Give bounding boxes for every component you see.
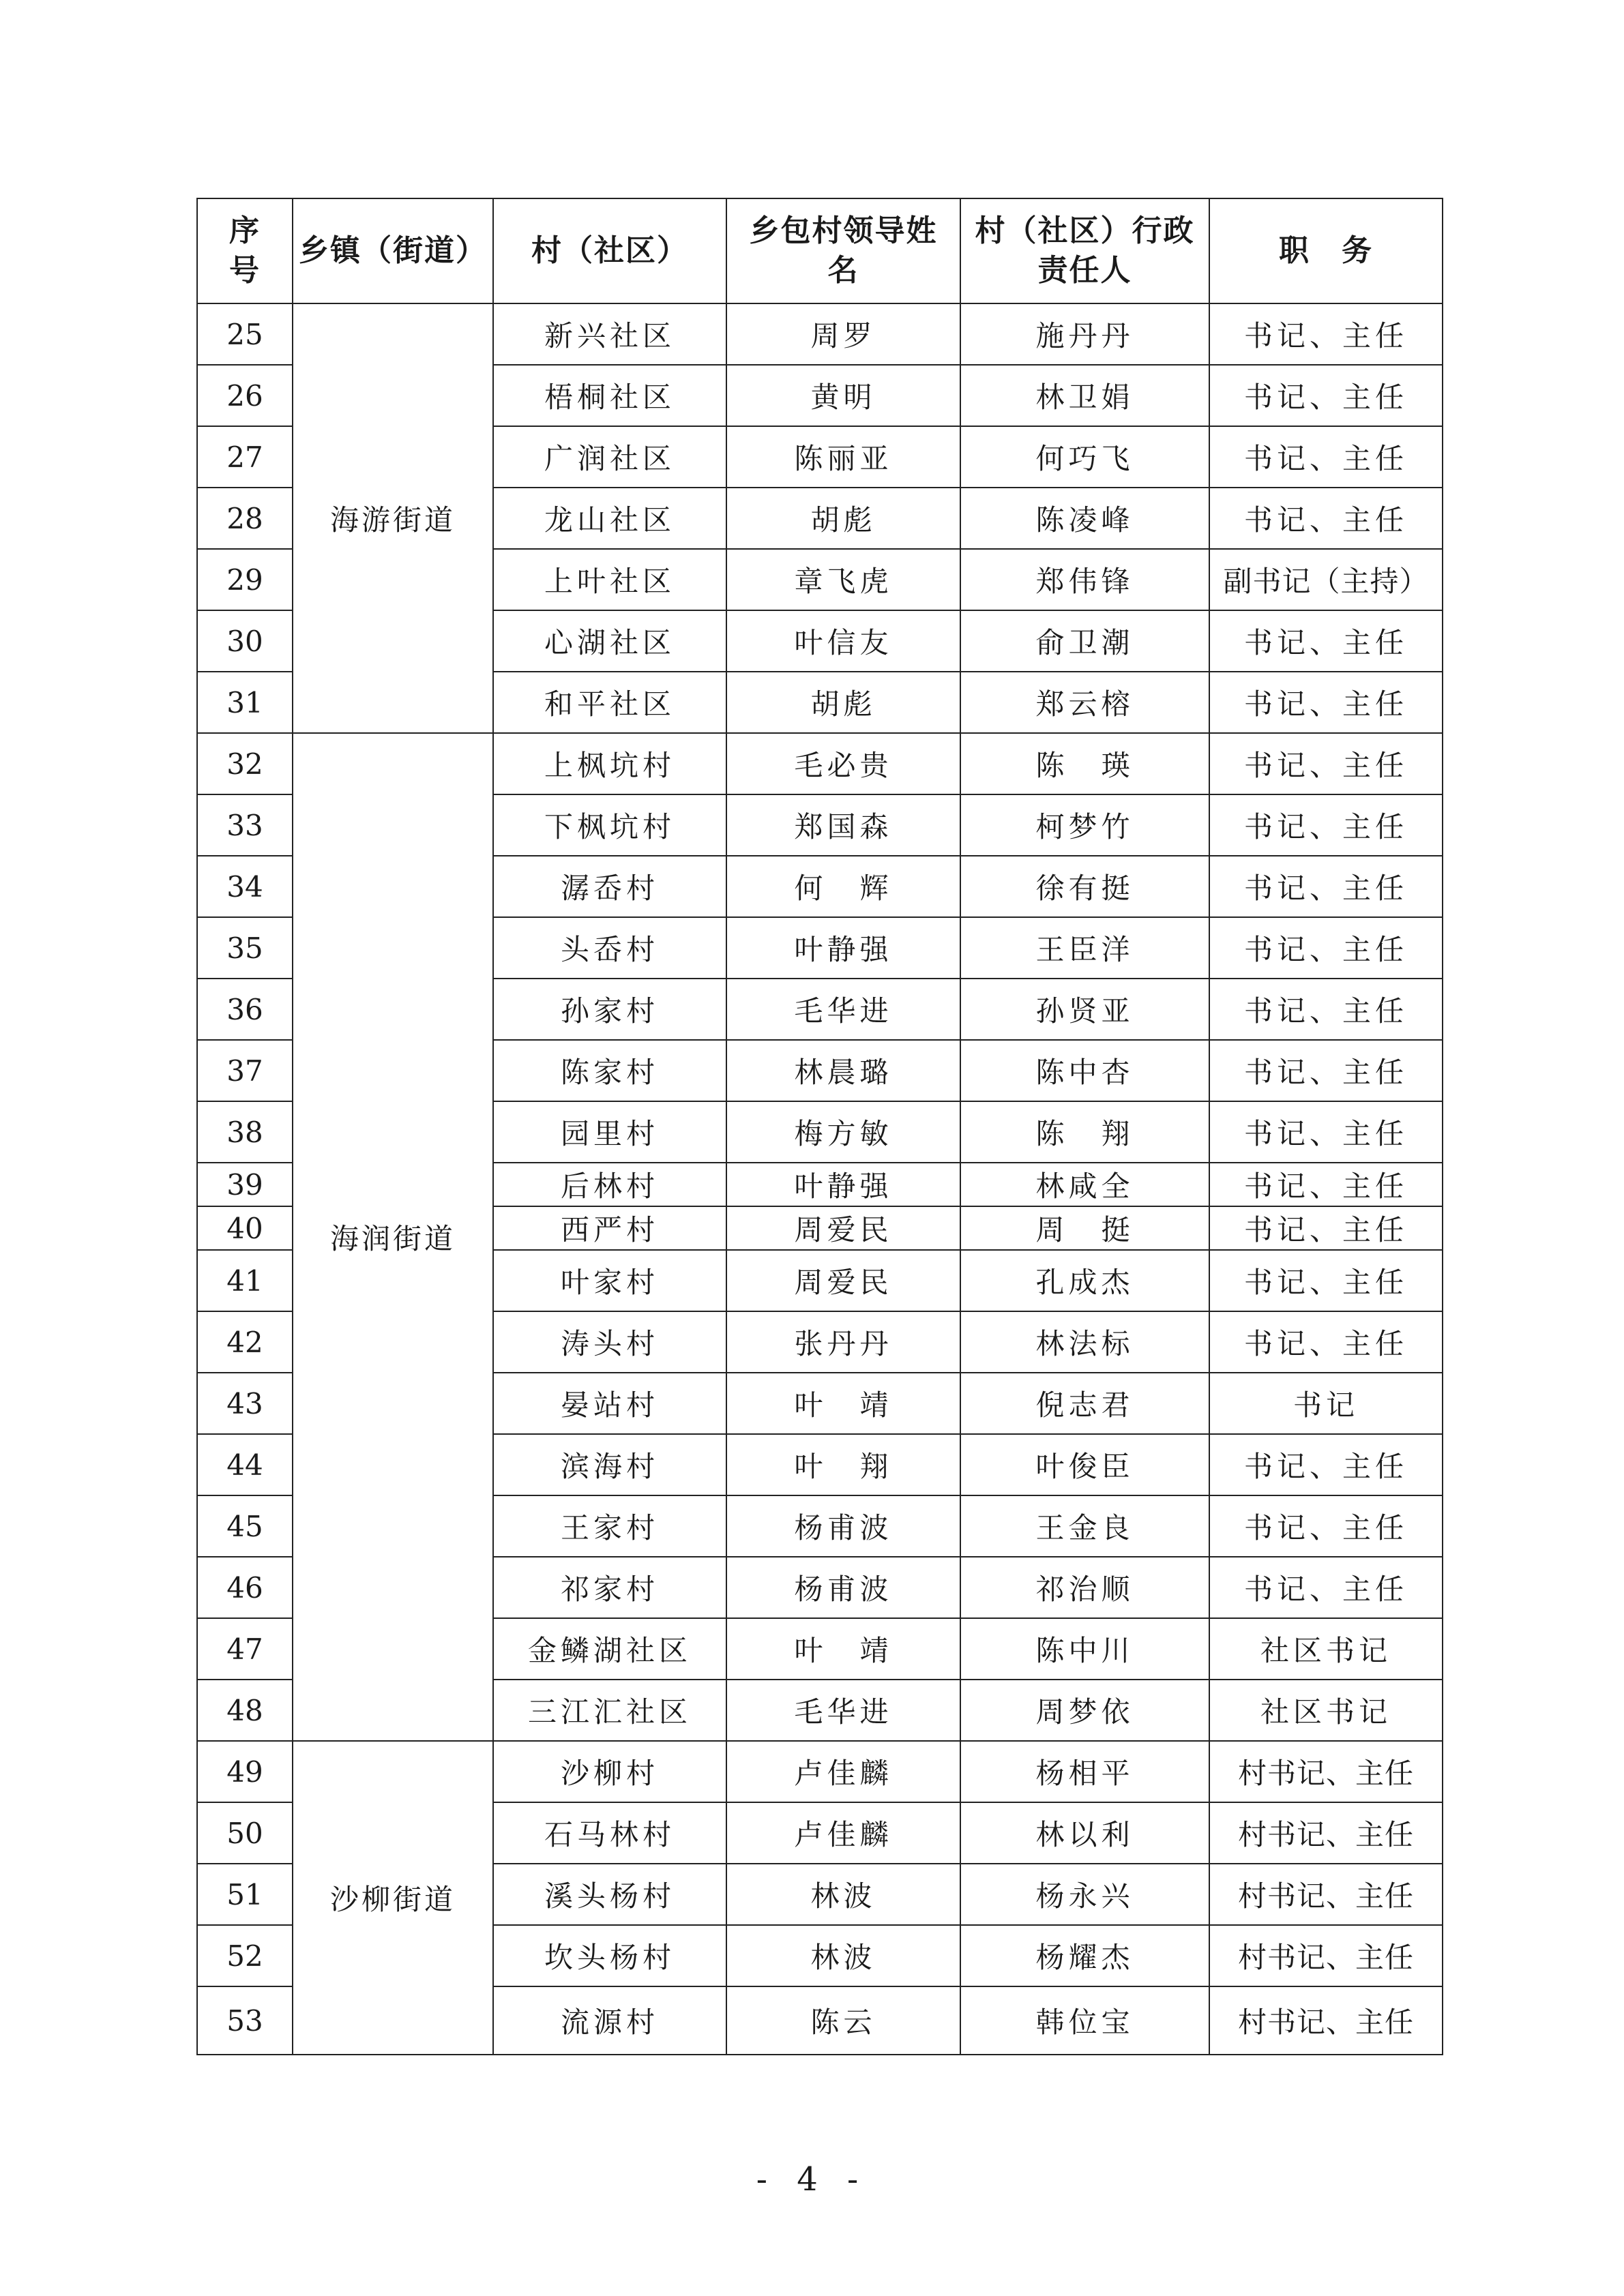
cell-seq: 47: [197, 1618, 293, 1680]
cell-seq: 37: [197, 1040, 293, 1101]
cell-position: 书记、主任: [1209, 1495, 1443, 1557]
cell-responsible: 陈凌峰: [960, 488, 1209, 549]
cell-responsible: 陈 瑛: [960, 733, 1209, 794]
cell-village: 陈家村: [493, 1040, 726, 1101]
cell-responsible: 祁治顺: [960, 1557, 1209, 1618]
cell-town: 海润街道: [293, 733, 493, 1741]
cell-position: 书记、主任: [1209, 1206, 1443, 1250]
cell-leader: 陈丽亚: [726, 426, 960, 488]
cell-responsible: 杨永兴: [960, 1864, 1209, 1925]
cell-leader: 叶 翔: [726, 1434, 960, 1495]
cell-position: 书记、主任: [1209, 794, 1443, 856]
cell-responsible: 陈中杏: [960, 1040, 1209, 1101]
cell-leader: 周罗: [726, 303, 960, 365]
cell-responsible: 徐有挺: [960, 856, 1209, 917]
cell-seq: 32: [197, 733, 293, 794]
cell-seq: 31: [197, 672, 293, 733]
cell-leader: 叶 靖: [726, 1373, 960, 1434]
cell-responsible: 郑伟锋: [960, 549, 1209, 610]
cell-responsible: 孔成杰: [960, 1250, 1209, 1311]
cell-leader: 叶静强: [726, 1163, 960, 1206]
cell-seq: 38: [197, 1101, 293, 1163]
cell-leader: 梅方敏: [726, 1101, 960, 1163]
cell-responsible: 陈 翔: [960, 1101, 1209, 1163]
cell-responsible: 周梦依: [960, 1680, 1209, 1741]
cell-responsible: 林卫娟: [960, 365, 1209, 426]
cell-leader: 周爱民: [726, 1250, 960, 1311]
cell-position: 村书记、主任: [1209, 1986, 1443, 2055]
cell-position: 村书记、主任: [1209, 1925, 1443, 1986]
cell-position: 书记、主任: [1209, 1101, 1443, 1163]
cell-leader: 黄明: [726, 365, 960, 426]
cell-responsible: 林法标: [960, 1311, 1209, 1373]
page-number: - 4 -: [756, 2160, 868, 2198]
cell-position: 社区书记: [1209, 1680, 1443, 1741]
cell-responsible: 柯梦竹: [960, 794, 1209, 856]
header-town: 乡镇（街道）: [293, 198, 493, 303]
cell-seq: 28: [197, 488, 293, 549]
cell-responsible: 郑云榕: [960, 672, 1209, 733]
cell-position: 书记、主任: [1209, 979, 1443, 1040]
cell-position: 社区书记: [1209, 1618, 1443, 1680]
cell-position: 书记、主任: [1209, 917, 1443, 979]
cell-village: 西严村: [493, 1206, 726, 1250]
header-seq: 序号: [197, 198, 293, 303]
cell-position: 书记、主任: [1209, 1557, 1443, 1618]
table-row: [197, 1741, 1443, 1802]
cell-seq: 30: [197, 610, 293, 672]
cell-village: 梧桐社区: [493, 365, 726, 426]
cell-village: 滨海村: [493, 1434, 726, 1495]
cell-responsible: 何巧飞: [960, 426, 1209, 488]
cell-leader: 叶静强: [726, 917, 960, 979]
cell-village: 心湖社区: [493, 610, 726, 672]
cell-seq: 39: [197, 1163, 293, 1206]
cell-position: 书记、主任: [1209, 733, 1443, 794]
cell-village: 潺岙村: [493, 856, 726, 917]
cell-seq: 51: [197, 1864, 293, 1925]
cell-leader: 叶信友: [726, 610, 960, 672]
cell-seq: 48: [197, 1680, 293, 1741]
cell-leader: 林波: [726, 1864, 960, 1925]
official-roster-table: [196, 198, 1443, 2055]
cell-leader: 郑国森: [726, 794, 960, 856]
cell-position: 书记、主任: [1209, 426, 1443, 488]
cell-position: 书记、主任: [1209, 856, 1443, 917]
cell-village: 和平社区: [493, 672, 726, 733]
cell-seq: 27: [197, 426, 293, 488]
cell-seq: 45: [197, 1495, 293, 1557]
cell-position: 村书记、主任: [1209, 1864, 1443, 1925]
cell-town: 沙柳街道: [293, 1741, 493, 2055]
cell-leader: 毛华进: [726, 1680, 960, 1741]
cell-leader: 卢佳麟: [726, 1802, 960, 1864]
cell-responsible: 倪志君: [960, 1373, 1209, 1434]
cell-position: 书记、主任: [1209, 1250, 1443, 1311]
table-row: [197, 303, 1443, 365]
cell-village: 金鳞湖社区: [493, 1618, 726, 1680]
cell-seq: 50: [197, 1802, 293, 1864]
cell-seq: 42: [197, 1311, 293, 1373]
cell-position: 书记、主任: [1209, 1311, 1443, 1373]
cell-village: 头岙村: [493, 917, 726, 979]
cell-seq: 33: [197, 794, 293, 856]
cell-position: 书记、主任: [1209, 1434, 1443, 1495]
cell-responsible: 叶俊臣: [960, 1434, 1209, 1495]
cell-leader: 林晨璐: [726, 1040, 960, 1101]
cell-position: 村书记、主任: [1209, 1741, 1443, 1802]
cell-seq: 52: [197, 1925, 293, 1986]
cell-seq: 40: [197, 1206, 293, 1250]
cell-village: 上叶社区: [493, 549, 726, 610]
cell-village: 王家村: [493, 1495, 726, 1557]
header-leader: 乡包村领导姓名: [726, 198, 960, 303]
cell-position: 书记、主任: [1209, 303, 1443, 365]
cell-seq: 53: [197, 1986, 293, 2055]
cell-village: 石马林村: [493, 1802, 726, 1864]
cell-village: 沙柳村: [493, 1741, 726, 1802]
cell-position: 书记、主任: [1209, 1040, 1443, 1101]
cell-seq: 34: [197, 856, 293, 917]
cell-leader: 胡彪: [726, 672, 960, 733]
cell-responsible: 施丹丹: [960, 303, 1209, 365]
cell-seq: 29: [197, 549, 293, 610]
cell-position: 书记: [1209, 1373, 1443, 1434]
cell-leader: 林波: [726, 1925, 960, 1986]
cell-position: 书记、主任: [1209, 1163, 1443, 1206]
cell-seq: 41: [197, 1250, 293, 1311]
cell-village: 园里村: [493, 1101, 726, 1163]
cell-seq: 46: [197, 1557, 293, 1618]
table-row: [197, 733, 1443, 794]
table-header-row: [197, 198, 1443, 303]
cell-position: 书记、主任: [1209, 672, 1443, 733]
cell-position: 书记、主任: [1209, 610, 1443, 672]
cell-position: 副书记（主持）: [1209, 549, 1443, 610]
table-body: [197, 303, 1443, 2055]
cell-responsible: 林咸全: [960, 1163, 1209, 1206]
cell-leader: 杨甫波: [726, 1495, 960, 1557]
cell-responsible: 韩位宝: [960, 1986, 1209, 2055]
cell-village: 后林村: [493, 1163, 726, 1206]
cell-village: 广润社区: [493, 426, 726, 488]
cell-leader: 何 辉: [726, 856, 960, 917]
cell-position: 村书记、主任: [1209, 1802, 1443, 1864]
cell-village: 涛头村: [493, 1311, 726, 1373]
cell-responsible: 王臣洋: [960, 917, 1209, 979]
cell-leader: 毛必贵: [726, 733, 960, 794]
cell-seq: 44: [197, 1434, 293, 1495]
cell-village: 龙山社区: [493, 488, 726, 549]
cell-responsible: 俞卫潮: [960, 610, 1209, 672]
cell-responsible: 周 挺: [960, 1206, 1209, 1250]
cell-leader: 叶 靖: [726, 1618, 960, 1680]
cell-responsible: 杨相平: [960, 1741, 1209, 1802]
header-responsible: 村（社区）行政责任人: [960, 198, 1209, 303]
cell-town: 海游街道: [293, 303, 493, 733]
cell-position: 书记、主任: [1209, 488, 1443, 549]
cell-village: 祁家村: [493, 1557, 726, 1618]
cell-responsible: 林以利: [960, 1802, 1209, 1864]
cell-seq: 26: [197, 365, 293, 426]
cell-village: 溪头杨村: [493, 1864, 726, 1925]
cell-leader: 章飞虎: [726, 549, 960, 610]
cell-responsible: 陈中川: [960, 1618, 1209, 1680]
cell-leader: 周爱民: [726, 1206, 960, 1250]
header-position: 职 务: [1209, 198, 1443, 303]
cell-leader: 杨甫波: [726, 1557, 960, 1618]
cell-seq: 49: [197, 1741, 293, 1802]
cell-leader: 张丹丹: [726, 1311, 960, 1373]
cell-position: 书记、主任: [1209, 365, 1443, 426]
cell-village: 新兴社区: [493, 303, 726, 365]
header-village: 村（社区）: [493, 198, 726, 303]
cell-leader: 卢佳麟: [726, 1741, 960, 1802]
cell-village: 流源村: [493, 1986, 726, 2055]
cell-village: 孙家村: [493, 979, 726, 1040]
cell-village: 坎头杨村: [493, 1925, 726, 1986]
cell-village: 三江汇社区: [493, 1680, 726, 1741]
cell-village: 晏站村: [493, 1373, 726, 1434]
cell-responsible: 杨耀杰: [960, 1925, 1209, 1986]
cell-seq: 35: [197, 917, 293, 979]
cell-village: 叶家村: [493, 1250, 726, 1311]
cell-leader: 胡彪: [726, 488, 960, 549]
cell-leader: 陈云: [726, 1986, 960, 2055]
cell-village: 下枫坑村: [493, 794, 726, 856]
cell-seq: 36: [197, 979, 293, 1040]
cell-responsible: 孙贤亚: [960, 979, 1209, 1040]
cell-responsible: 王金良: [960, 1495, 1209, 1557]
cell-village: 上枫坑村: [493, 733, 726, 794]
cell-seq: 43: [197, 1373, 293, 1434]
cell-seq: 25: [197, 303, 293, 365]
cell-leader: 毛华进: [726, 979, 960, 1040]
